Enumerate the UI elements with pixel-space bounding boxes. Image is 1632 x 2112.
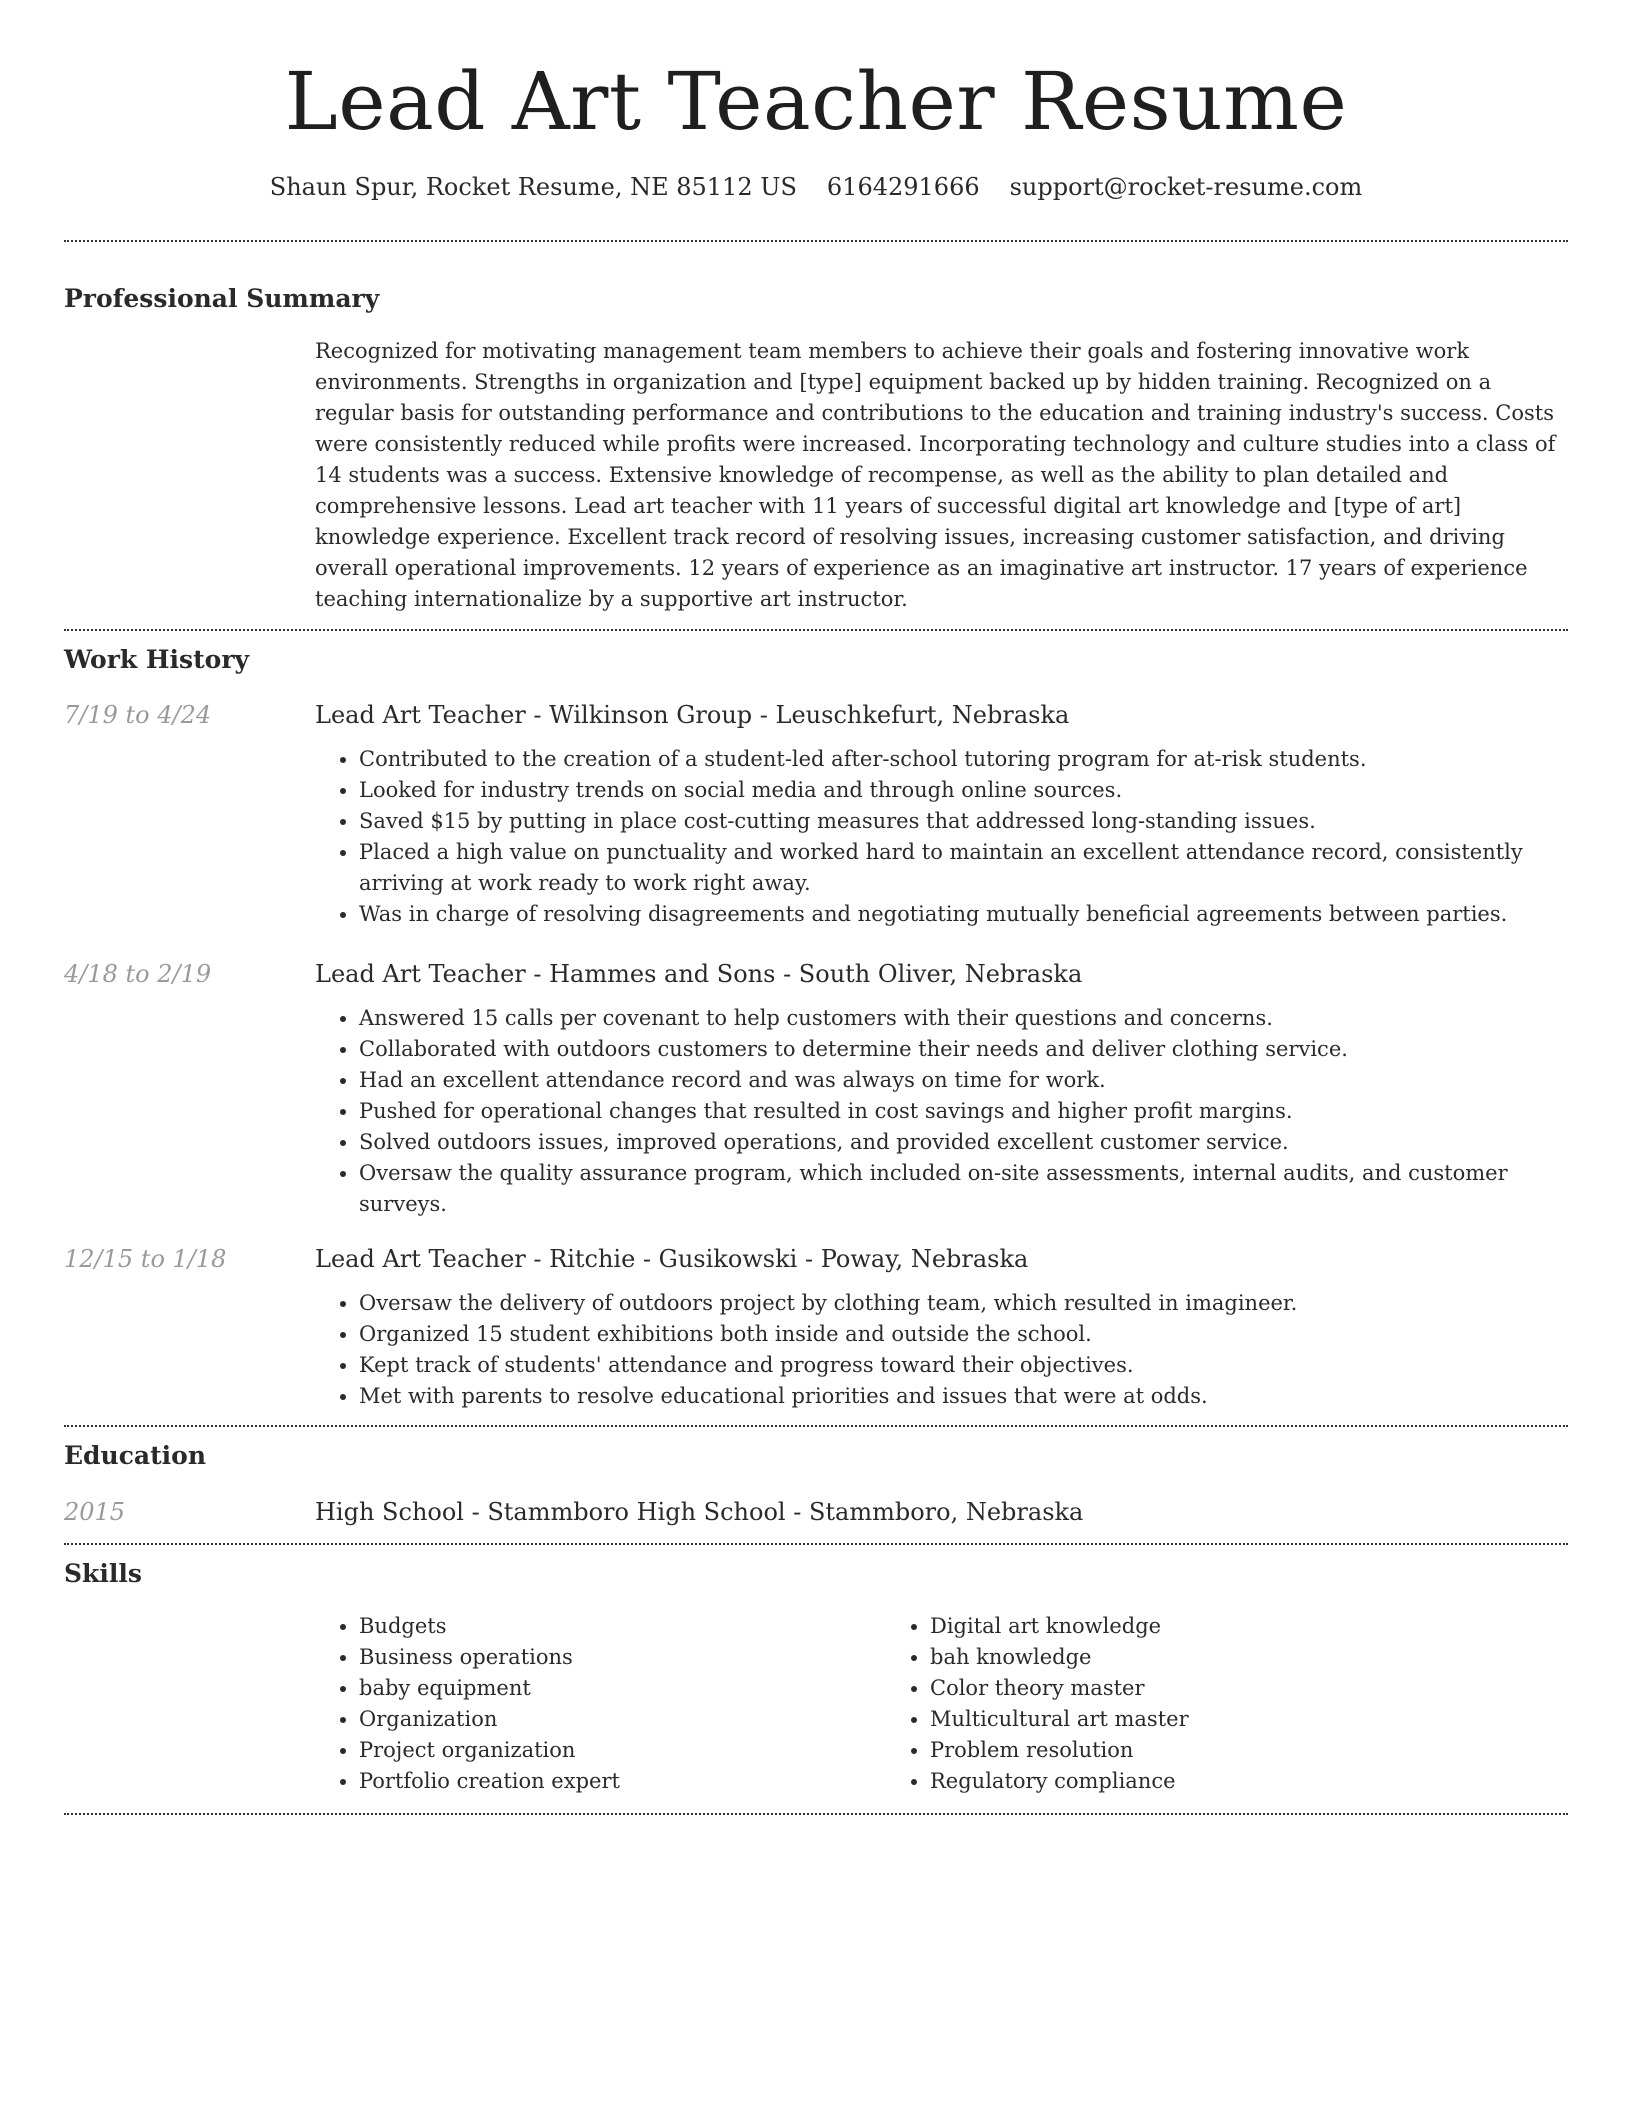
contact-email: support@rocket-resume.com <box>1009 173 1363 201</box>
resume-title: Lead Art Teacher Resume <box>284 55 1348 148</box>
section-title-skills: Skills <box>64 1559 142 1588</box>
skill-item: • Business operations <box>359 1642 886 1673</box>
education-section <box>64 1439 1568 1529</box>
job-bullet: • Saved $15 by putting in place cost-cutting measures that addressed long-standing issues. <box>359 806 1568 837</box>
job-bullet: • Solved outdoors issues, improved operations, and provided excellent customer service. <box>359 1127 1568 1158</box>
job-bullets <box>315 1288 1568 1412</box>
job-entry <box>64 1242 1568 1412</box>
skill-item: • Project organization <box>359 1735 886 1766</box>
contact-line <box>64 170 1568 204</box>
skill-item: • bah knowledge <box>930 1642 1568 1673</box>
job-bullet: • Placed a high value on punctuality and worked hard to maintain an excellent attendance record, consistently arriving at work ready to work right away. <box>359 837 1568 899</box>
education-entry <box>64 1495 1568 1529</box>
section-title-education: Education <box>64 1441 207 1470</box>
job-entry <box>64 957 1568 1220</box>
section-title-work: Work History <box>64 645 250 674</box>
divider <box>64 240 1568 242</box>
skill-item: • Portfolio creation expert <box>359 1766 886 1797</box>
skill-item: • Digital art knowledge <box>930 1611 1568 1642</box>
skills-list-left <box>315 1611 886 1797</box>
divider <box>64 1543 1568 1545</box>
job-bullets <box>315 744 1568 930</box>
section-title-summary: Professional Summary <box>64 284 380 313</box>
job-bullet: • Was in charge of resolving disagreements and negotiating mutually beneficial agreements between parties. <box>359 899 1568 930</box>
job-bullet: • Pushed for operational changes that resulted in cost savings and higher profit margins. <box>359 1096 1568 1127</box>
job-bullet: • Met with parents to resolve educational priorities and issues that were at odds. <box>359 1381 1568 1412</box>
contact-phone: 6164291666 <box>826 173 980 201</box>
professional-summary-section <box>64 282 1568 615</box>
job-dates: 7/19 to 4/24 <box>64 701 212 729</box>
skills-section <box>64 1557 1568 1797</box>
job-bullets <box>315 1003 1568 1220</box>
skill-item: • Budgets <box>359 1611 886 1642</box>
job-dates: 12/15 to 1/18 <box>64 1245 227 1273</box>
resume-page <box>64 0 1568 1815</box>
job-bullet: • Kept track of students' attendance and progress toward their objectives. <box>359 1350 1568 1381</box>
job-bullet: • Contributed to the creation of a student-led after-school tutoring program for at-risk students. <box>359 744 1568 775</box>
skills-columns <box>315 1611 1568 1797</box>
job-bullet: • Organized 15 student exhibitions both inside and outside the school. <box>359 1319 1568 1350</box>
skill-item: • baby equipment <box>359 1673 886 1704</box>
skill-item: • Multicultural art master <box>930 1704 1568 1735</box>
summary-text: Recognized for motivating management team members to achieve their goals and fostering innovative work environments. Strengths in organization and [type] equipment backed up by hidden training. Recognized on a regular basis for outstanding performance and contributions to the education and training industry's success. Costs were consistently reduced while profits were increased. Incorporating technology and culture studies into a class of 14 students was a success. Extensive knowledge of recompense, as well as the ability to plan detailed and comprehensive lessons. Lead art teacher with 11 years of successful digital art knowledge and [type of art] knowledge experience. Excellent track record of resolving issues, increasing customer satisfaction, and driving overall operational improvements. 12 years of experience as an imaginative art instructor. 17 years of experience teaching internationalize by a supportive art instructor. <box>315 339 1556 611</box>
divider <box>64 1813 1568 1815</box>
skill-item: • Regulatory compliance <box>930 1766 1568 1797</box>
job-bullet: • Answered 15 calls per covenant to help customers with their questions and concerns. <box>359 1003 1568 1034</box>
education-dates: 2015 <box>64 1498 126 1526</box>
job-heading: Lead Art Teacher - Ritchie - Gusikowski - Poway, Nebraska <box>315 1245 1029 1273</box>
job-heading: Lead Art Teacher - Hammes and Sons - South Oliver, Nebraska <box>315 960 1083 988</box>
job-bullet: • Oversaw the delivery of outdoors project by clothing team, which resulted in imagineer. <box>359 1288 1568 1319</box>
skill-item: • Problem resolution <box>930 1735 1568 1766</box>
skill-item: • Organization <box>359 1704 886 1735</box>
job-bullet: • Looked for industry trends on social media and through online sources. <box>359 775 1568 806</box>
skill-item: • Color theory master <box>930 1673 1568 1704</box>
job-entry <box>64 698 1568 930</box>
job-bullet: • Had an excellent attendance record and was always on time for work. <box>359 1065 1568 1096</box>
job-bullet: • Collaborated with outdoors customers to determine their needs and deliver clothing service. <box>359 1034 1568 1065</box>
work-history-section <box>64 643 1568 1412</box>
skills-list-right <box>886 1611 1568 1797</box>
job-dates: 4/18 to 2/19 <box>64 960 212 988</box>
contact-address: Shaun Spur, Rocket Resume, NE 85112 US <box>269 173 797 201</box>
job-heading: Lead Art Teacher - Wilkinson Group - Leuschkefurt, Nebraska <box>315 701 1070 729</box>
divider <box>64 629 1568 631</box>
job-bullet: • Oversaw the quality assurance program, which included on-site assessments, internal audits, and customer surveys. <box>359 1158 1568 1220</box>
divider <box>64 1425 1568 1427</box>
education-heading: High School - Stammboro High School - Stammboro, Nebraska <box>315 1498 1084 1526</box>
